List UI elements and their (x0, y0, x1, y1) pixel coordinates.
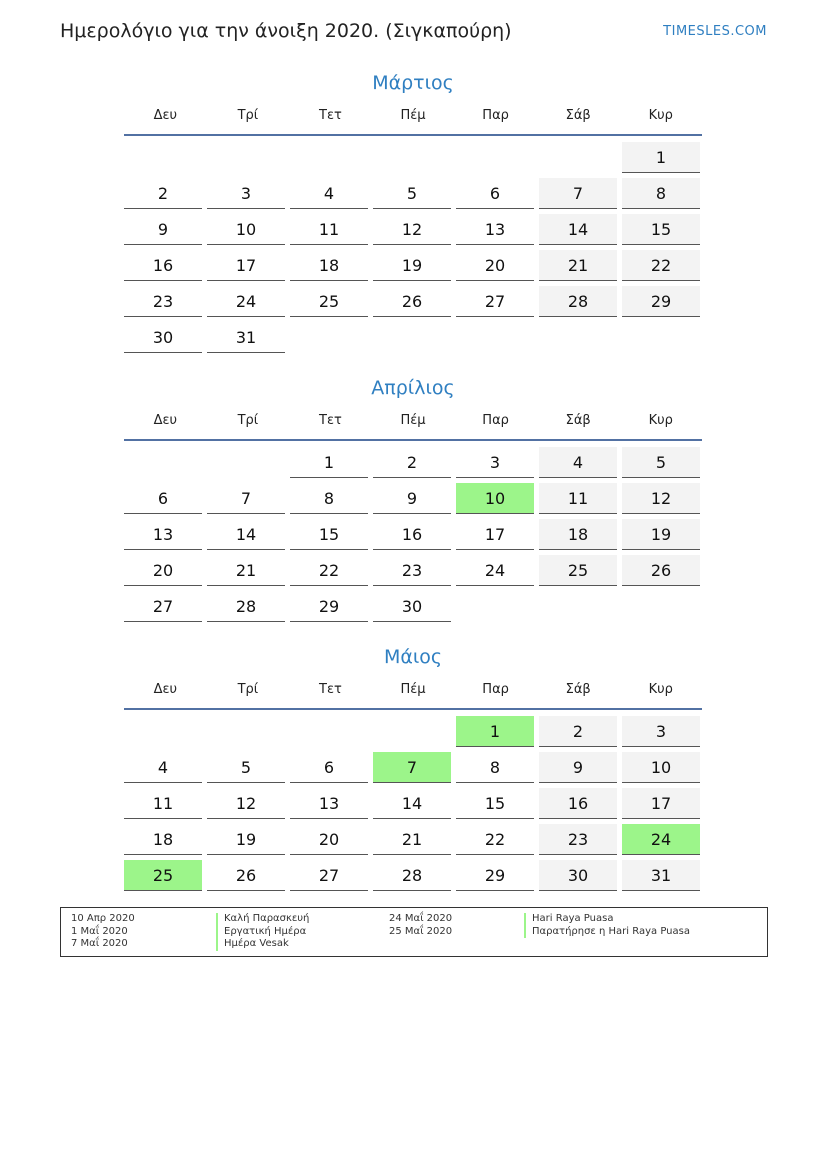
day-cell: 18 (124, 824, 202, 855)
holiday-legend (60, 907, 768, 957)
day-cell: 14 (373, 788, 451, 819)
day-cell: 27 (290, 860, 368, 891)
day-cell: 5 (207, 752, 285, 783)
day-cell: 11 (290, 214, 368, 245)
empty-cell (373, 322, 451, 353)
empty-cell (290, 322, 368, 353)
empty-cell (456, 591, 534, 622)
empty-cell (456, 142, 534, 173)
empty-cell (373, 716, 451, 747)
day-cell: 3 (456, 447, 534, 478)
day-cell: 4 (290, 178, 368, 209)
week-row (124, 214, 702, 250)
day-cell: 17 (207, 250, 285, 281)
week-row (124, 752, 702, 788)
day-cell: 30 (124, 322, 202, 353)
day-cell: 16 (373, 519, 451, 550)
day-cell: 19 (373, 250, 451, 281)
weekday-label: Κυρ (648, 413, 673, 428)
week-row (124, 555, 702, 591)
day-cell: 16 (539, 788, 617, 819)
day-cell: 26 (373, 286, 451, 317)
month-title: Απρίλιος (371, 377, 455, 399)
week-row (124, 142, 702, 178)
day-cell: 20 (290, 824, 368, 855)
day-cell: 25 (539, 555, 617, 586)
empty-cell (124, 447, 202, 478)
holiday-day-cell: 10 (456, 483, 534, 514)
empty-cell (207, 142, 285, 173)
day-cell: 6 (456, 178, 534, 209)
day-cell: 2 (373, 447, 451, 478)
day-cell: 30 (373, 591, 451, 622)
day-grid (124, 716, 702, 896)
day-cell: 20 (124, 555, 202, 586)
week-row (124, 716, 702, 752)
day-cell: 9 (124, 214, 202, 245)
day-cell: 27 (456, 286, 534, 317)
holiday-day-cell: 7 (373, 752, 451, 783)
day-cell: 5 (622, 447, 700, 478)
week-row (124, 178, 702, 214)
day-cell: 10 (207, 214, 285, 245)
page-title: Ημερολόγιο για την άνοιξη 2020. (Σιγκαπούρη) (60, 20, 512, 42)
brand-link[interactable]: TIMESLES.COM (663, 24, 767, 39)
day-cell: 23 (124, 286, 202, 317)
day-cell: 15 (456, 788, 534, 819)
day-cell: 3 (207, 178, 285, 209)
week-row (124, 860, 702, 896)
day-cell: 23 (373, 555, 451, 586)
day-cell: 14 (207, 519, 285, 550)
day-cell: 8 (456, 752, 534, 783)
day-cell: 12 (373, 214, 451, 245)
day-cell: 18 (290, 250, 368, 281)
week-row (124, 483, 702, 519)
day-cell: 27 (124, 591, 202, 622)
empty-cell (124, 142, 202, 173)
day-cell: 6 (290, 752, 368, 783)
day-cell: 11 (539, 483, 617, 514)
day-cell: 15 (290, 519, 368, 550)
day-cell: 29 (290, 591, 368, 622)
holiday-day-cell: 25 (124, 860, 202, 891)
day-cell: 2 (539, 716, 617, 747)
day-cell: 31 (207, 322, 285, 353)
weekday-label: Σάβ (565, 108, 591, 123)
day-cell: 2 (124, 178, 202, 209)
weekday-label: Τετ (319, 413, 342, 428)
empty-cell (207, 447, 285, 478)
day-cell: 20 (456, 250, 534, 281)
empty-cell (539, 322, 617, 353)
day-cell: 12 (207, 788, 285, 819)
day-cell: 4 (539, 447, 617, 478)
week-row (124, 447, 702, 483)
weekday-header (124, 680, 702, 708)
month-title: Μάρτιος (372, 72, 454, 94)
legend-date: 7 Μαΐ 2020 (71, 938, 128, 949)
week-row (124, 824, 702, 860)
day-cell: 28 (373, 860, 451, 891)
day-grid (124, 142, 702, 358)
weekday-label: Πέμ (400, 682, 426, 697)
day-cell: 22 (622, 250, 700, 281)
legend-holiday-name: Καλή Παρασκευή (216, 913, 309, 926)
day-cell: 26 (622, 555, 700, 586)
day-cell: 29 (622, 286, 700, 317)
day-cell: 22 (456, 824, 534, 855)
week-row (124, 591, 702, 627)
day-cell: 7 (539, 178, 617, 209)
week-row (124, 322, 702, 358)
weekday-label: Δευ (153, 413, 178, 428)
day-cell: 26 (207, 860, 285, 891)
day-cell: 12 (622, 483, 700, 514)
month-may (124, 642, 702, 896)
weekday-label: Πέμ (400, 413, 426, 428)
day-cell: 24 (456, 555, 534, 586)
day-cell: 8 (290, 483, 368, 514)
legend-holiday-name: Εργατική Ημέρα (216, 926, 309, 939)
day-cell: 13 (290, 788, 368, 819)
month-april (124, 373, 702, 627)
weekday-label: Παρ (482, 413, 509, 428)
day-cell: 16 (124, 250, 202, 281)
header-rule (124, 134, 702, 136)
legend-date: 1 Μαΐ 2020 (71, 925, 128, 937)
weekday-label: Παρ (482, 108, 509, 123)
day-cell: 21 (207, 555, 285, 586)
weekday-label: Σάβ (565, 682, 591, 697)
empty-cell (539, 142, 617, 173)
day-cell: 9 (539, 752, 617, 783)
week-row (124, 519, 702, 555)
day-cell: 21 (373, 824, 451, 855)
day-cell: 8 (622, 178, 700, 209)
day-cell: 24 (207, 286, 285, 317)
week-row (124, 286, 702, 322)
day-cell: 18 (539, 519, 617, 550)
weekday-header (124, 411, 702, 439)
day-cell: 17 (622, 788, 700, 819)
day-cell: 4 (124, 752, 202, 783)
weekday-label: Τετ (319, 108, 342, 123)
day-cell: 25 (290, 286, 368, 317)
weekday-label: Πέμ (400, 108, 426, 123)
week-row (124, 250, 702, 286)
day-cell: 21 (539, 250, 617, 281)
weekday-label: Σάβ (565, 413, 591, 428)
day-cell: 30 (539, 860, 617, 891)
weekday-label: Τετ (319, 682, 342, 697)
empty-cell (373, 142, 451, 173)
holiday-day-cell: 24 (622, 824, 700, 855)
weekday-label: Δευ (153, 108, 178, 123)
day-cell: 3 (622, 716, 700, 747)
weekday-header (124, 106, 702, 134)
day-cell: 28 (539, 286, 617, 317)
weekday-label: Τρί (237, 413, 259, 428)
weekday-label: Τρί (237, 108, 259, 123)
weekday-label: Κυρ (648, 682, 673, 697)
header-rule (124, 708, 702, 710)
day-cell: 9 (373, 483, 451, 514)
day-cell: 13 (456, 214, 534, 245)
header-rule (124, 439, 702, 441)
weekday-label: Παρ (482, 682, 509, 697)
day-cell: 13 (124, 519, 202, 550)
empty-cell (124, 716, 202, 747)
day-cell: 6 (124, 483, 202, 514)
empty-cell (539, 591, 617, 622)
legend-date: 24 Μαΐ 2020 (389, 913, 453, 924)
day-cell: 11 (124, 788, 202, 819)
day-cell: 19 (622, 519, 700, 550)
holiday-day-cell: 1 (456, 716, 534, 747)
empty-cell (290, 716, 368, 747)
day-cell: 7 (207, 483, 285, 514)
day-cell: 1 (290, 447, 368, 478)
day-cell: 31 (622, 860, 700, 891)
empty-cell (207, 716, 285, 747)
empty-cell (290, 142, 368, 173)
day-cell: 5 (373, 178, 451, 209)
day-cell: 1 (622, 142, 700, 173)
legend-holiday-name: Ημέρα Vesak (216, 938, 309, 951)
weekday-label: Δευ (153, 682, 178, 697)
month-march (124, 68, 702, 358)
day-cell: 29 (456, 860, 534, 891)
day-grid (124, 447, 702, 627)
day-cell: 14 (539, 214, 617, 245)
weekday-label: Τρί (237, 682, 259, 697)
legend-date: 10 Απρ 2020 (71, 913, 135, 924)
week-row (124, 788, 702, 824)
legend-date: 25 Μαΐ 2020 (389, 925, 453, 937)
day-cell: 10 (622, 752, 700, 783)
day-cell: 15 (622, 214, 700, 245)
day-cell: 28 (207, 591, 285, 622)
day-cell: 19 (207, 824, 285, 855)
day-cell: 23 (539, 824, 617, 855)
legend-holiday-name: Παρατήρησε η Hari Raya Puasa (524, 926, 690, 939)
day-cell: 22 (290, 555, 368, 586)
empty-cell (622, 322, 700, 353)
empty-cell (456, 322, 534, 353)
legend-holiday-name: Hari Raya Puasa (524, 913, 690, 926)
day-cell: 17 (456, 519, 534, 550)
weekday-label: Κυρ (648, 108, 673, 123)
month-title: Μάιος (383, 646, 443, 668)
empty-cell (622, 591, 700, 622)
